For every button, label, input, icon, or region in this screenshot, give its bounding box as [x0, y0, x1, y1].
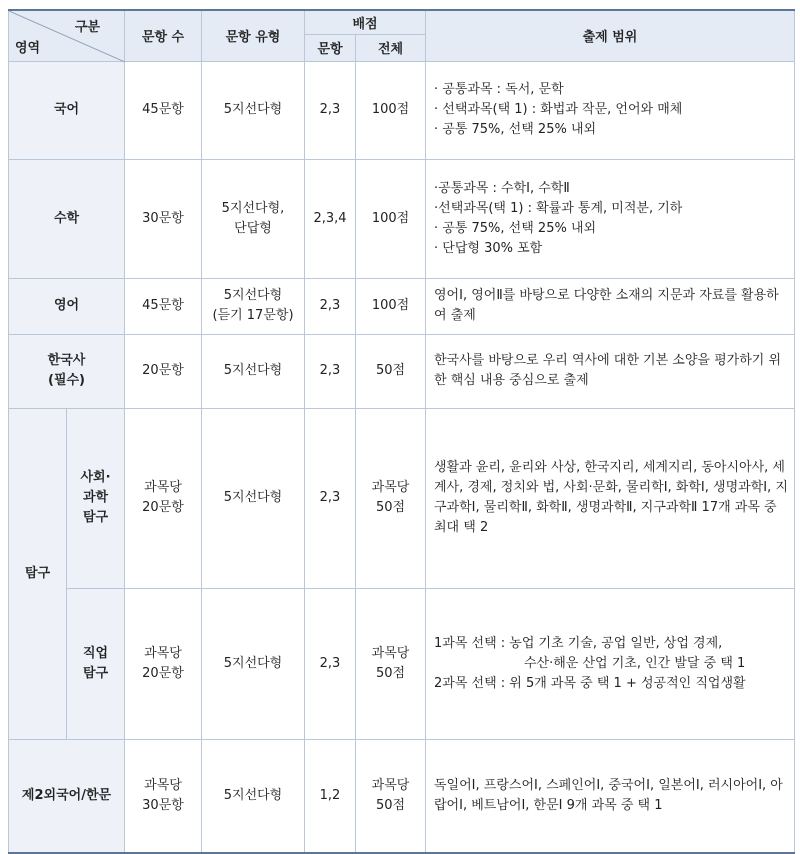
total-line: 50점 [375, 500, 406, 515]
count-line: 과목당 [144, 777, 182, 793]
question-type [202, 159, 305, 278]
count-line: 30문항 [142, 797, 184, 813]
item-score: 2,3 [305, 408, 356, 588]
count-line: 20문항 [142, 665, 184, 681]
question-count: 30문항 [125, 159, 202, 278]
row-math [9, 159, 795, 278]
total-line: 과목당 [371, 480, 410, 495]
item-score: 2,3 [305, 588, 356, 739]
type-line: 5지선다형 [223, 288, 283, 303]
item-score: 2,3,4 [305, 159, 356, 278]
scope-line: ·선택과목(택 1) : 확률과 통계, 미적분, 기하 [434, 200, 683, 216]
total-line: 과목당 [371, 645, 410, 661]
count-line: 과목당 [144, 645, 182, 661]
sub-area-line: 탐구 [82, 665, 109, 681]
question-type: 5지선다형 [202, 739, 305, 853]
exam-scope [426, 159, 795, 278]
question-type [202, 278, 305, 334]
question-count [125, 588, 202, 739]
total-score [356, 408, 426, 588]
area-label [9, 334, 125, 408]
item-score: 1,2 [305, 739, 356, 853]
total-score [356, 588, 426, 739]
scope-line: · 공통 75%, 선택 25% 내외 [434, 220, 597, 236]
total-line: 50점 [375, 665, 406, 681]
exam-scope [426, 588, 795, 739]
scope-line: · 공통 75%, 선택 25% 내외 [434, 122, 597, 137]
exam-structure-table [8, 9, 795, 854]
question-type: 5지선다형 [202, 588, 305, 739]
area-label: 제2외국어/한문 [9, 739, 125, 853]
row-second-foreign-language [9, 739, 795, 853]
sub-area-label [67, 588, 125, 739]
exam-scope [426, 334, 795, 408]
row-korean [9, 61, 795, 159]
type-line: 5지선다형, [221, 200, 285, 216]
exam-scope [426, 61, 795, 159]
scope-text: 독일어Ⅰ, 프랑스어Ⅰ, 스페인어Ⅰ, 중국어Ⅰ, 일본어Ⅰ, 러시아어Ⅰ, 아랍어Ⅰ, 베트남어Ⅰ, 한문Ⅰ 9개 과목 중 택 1 [434, 777, 783, 813]
header-score: 배점 [305, 10, 426, 34]
question-type: 5지선다형 [202, 408, 305, 588]
area-label: 국어 [9, 61, 125, 159]
header-category: 구분 [74, 20, 100, 35]
question-count: 20문항 [125, 334, 202, 408]
item-score: 2,3 [305, 334, 356, 408]
sub-area-label [67, 408, 125, 588]
scope-line: 수산·해운 산업 기초, 인간 발달 중 택 1 [524, 655, 746, 671]
question-count: 45문항 [125, 61, 202, 159]
row-inquiry-social-science [9, 408, 795, 588]
scope-line: · 선택과목(택 1) : 화법과 작문, 언어와 매체 [434, 102, 683, 117]
header-corner-cell [9, 10, 125, 61]
type-line: 단답형 [234, 220, 272, 236]
row-history [9, 334, 795, 408]
exam-scope [426, 278, 795, 334]
question-count [125, 739, 202, 853]
scope-line: 2과목 선택 : 위 5개 과목 중 택 1 + 성공적인 직업생활 [434, 675, 746, 691]
area-line: (필수) [48, 373, 85, 388]
total-score: 100점 [356, 61, 426, 159]
exam-scope [426, 408, 795, 588]
scope-line: · 단답형 30% 포함 [434, 240, 543, 256]
scope-text: 한국사를 바탕으로 우리 역사에 대한 기본 소양을 평가하기 위한 핵심 내용 중심으로 출제 [434, 353, 782, 388]
question-count [125, 408, 202, 588]
header-scope: 출제 범위 [426, 10, 795, 61]
header-score-total: 전체 [356, 34, 426, 61]
area-label: 탐구 [9, 408, 67, 739]
area-line: 한국사 [47, 353, 86, 368]
header-score-item: 문항 [305, 34, 356, 61]
area-label: 영어 [9, 278, 125, 334]
total-score: 100점 [356, 159, 426, 278]
area-label: 수학 [9, 159, 125, 278]
sub-area-line: 직업 [82, 645, 109, 661]
sub-area-line: 사회· [80, 470, 111, 485]
row-inquiry-vocational [9, 588, 795, 739]
sub-area-line: 과학 [82, 490, 109, 505]
total-score: 50점 [356, 334, 426, 408]
header-type: 문항 유형 [202, 10, 305, 61]
total-score [356, 739, 426, 853]
scope-line: 1과목 선택 : 농업 기초 기술, 공업 일반, 상업 경제, [434, 635, 723, 651]
total-line: 과목당 [371, 777, 410, 793]
scope-text: 영어Ⅰ, 영어Ⅱ를 바탕으로 다양한 소재의 지문과 자료를 활용하여 출제 [434, 288, 779, 323]
count-line: 20문항 [142, 500, 184, 515]
type-line: (듣기 17문항) [212, 308, 294, 323]
count-line: 과목당 [144, 480, 182, 495]
question-type: 5지선다형 [202, 61, 305, 159]
header-count: 문항 수 [125, 10, 202, 61]
scope-text: 생활과 윤리, 윤리와 사상, 한국지리, 세계지리, 동아시아사, 세계사, 경제, 정치와 법, 사회·문화, 물리학Ⅰ, 화학Ⅰ, 생명과학Ⅰ, 지구과학Ⅰ, 물리학Ⅱ, 화학Ⅱ, 생명과학Ⅱ, 지구과학Ⅱ 17개 과목 중 최대 택 2 [434, 460, 788, 535]
scope-line: ·공통과목 : 수학Ⅰ, 수학Ⅱ [434, 180, 570, 196]
total-score: 100점 [356, 278, 426, 334]
header-area: 영역 [15, 40, 41, 56]
exam-scope [426, 739, 795, 853]
item-score: 2,3 [305, 61, 356, 159]
question-type: 5지선다형 [202, 334, 305, 408]
row-english [9, 278, 795, 334]
scope-line: · 공통과목 : 독서, 문학 [434, 82, 564, 97]
sub-area-line: 탐구 [82, 510, 109, 525]
total-line: 50점 [375, 797, 406, 813]
question-count: 45문항 [125, 278, 202, 334]
item-score: 2,3 [305, 278, 356, 334]
